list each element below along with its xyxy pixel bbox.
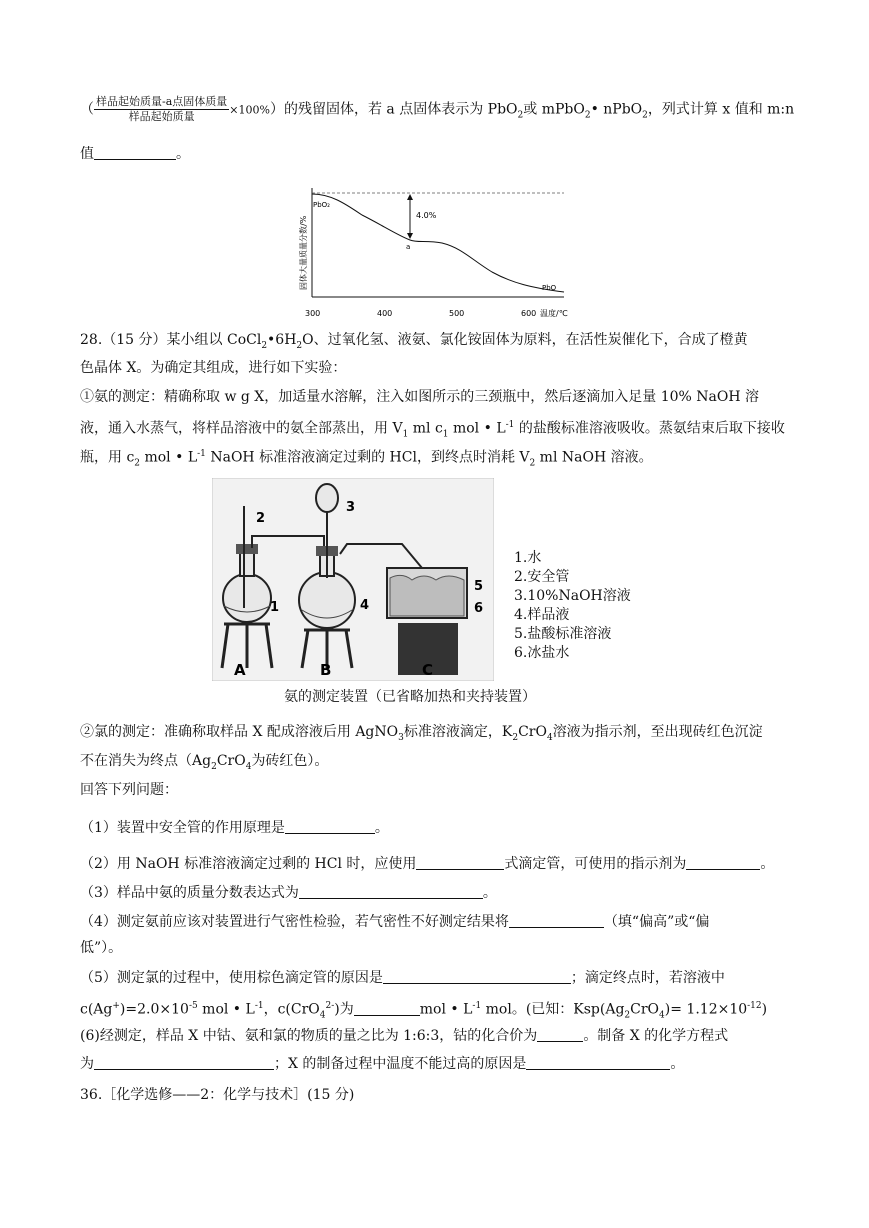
q5-blank-2[interactable] [354,1001,420,1016]
q28-sub-5a: 2 [134,458,141,469]
cl-line-1 [80,722,763,748]
y-axis-label: 固体大量质量分数/% [299,215,308,290]
cl-text-1d: 溶液为指示剂，至出现砖红色沉淀 [552,724,763,740]
legend-item: 5.盐酸标准溶液 [514,626,612,642]
q2-blank-1[interactable] [416,855,504,870]
q3-blank[interactable] [299,884,483,899]
q5-c6-sup: -1 [472,1001,482,1011]
q6-text-a: (6)经测定，样品 X 中钴、氨和氯的物质的量之比为 1:6:3，钴的化合价为 [80,1028,538,1044]
q28-text-1a: 28.（15 分）某小组以 CoCl [80,332,262,348]
q5-c4-sup: 2- [325,1001,335,1011]
question-6-cont [80,1054,684,1074]
q5-c1-sup: + [112,1001,120,1011]
label-1: 1 [270,600,280,615]
intro-line [80,95,794,125]
q3-text: （3）样品中氨的质量分数表达式为 [80,885,299,901]
label-4: 4 [360,598,370,613]
cl-sub-1a: 3 [398,732,404,743]
q28-text-1c: O、过氧化氢、液氨、氯化铵固体为原料，在活性炭催化下，合成了橙黄 [302,332,748,348]
q6-text-b: 。制备 X 的化学方程式 [583,1028,729,1044]
intro-sub-2: 2 [584,110,591,121]
q28-sub-1: 2 [261,340,268,351]
q5-c10: ) [761,1001,768,1018]
q28-sub-4b: 1 [442,429,449,440]
q28-sub-2: 2 [296,340,303,351]
q28-text-4d: 的盐酸标准溶液吸收。蒸氨结束后取下接收 [514,420,785,437]
q28-text-1b: •6H [267,332,297,348]
cl-line-2 [80,751,328,777]
q5-c8-sub: 4 [659,1010,665,1021]
x-tick-label: 400 [377,309,393,318]
x-tick-label: 300 [305,309,321,318]
intro-text-2: 或 mPbO [523,101,585,118]
q28-line-2: 色晶体 X。为确定其组成，进行如下实验： [80,360,347,376]
question-6 [80,1026,728,1046]
q1-blank[interactable] [285,819,375,834]
value-line [80,144,190,164]
value-label: 值 [80,146,94,162]
cl-text-2a: 不在消失为终点（Ag [80,753,212,769]
flask-a [223,574,271,622]
label-c: C [422,661,434,679]
legend-item: 6.冰盐水 [514,645,570,661]
q5-c9-sup: -12 [747,1001,762,1011]
q28-line-3: ①氨的测定：精确称取 w g X，加适量水溶解，注入如图所示的三颈瓶中，然后逐滴加入足量 10% NaOH 溶 [80,389,760,405]
intro-sub-3: 2 [642,110,648,121]
flask-b [299,572,355,628]
question-5 [80,968,725,988]
answer-blank[interactable] [94,145,176,160]
label-6: 6 [474,601,484,616]
label-5: 5 [474,579,484,594]
q4-text-b: （填“偏高”或“偏 [603,914,710,930]
q5-c5: )为 [334,1001,354,1018]
q5-c2-sup: -5 [188,1001,198,1011]
flask-a-stopper [236,544,258,554]
figure-caption: 氨的测定装置（已省略加热和夹持装置） [284,689,536,705]
cl-text-2c: 为砖红色）。 [251,753,329,769]
legend-item: 2.安全管 [514,569,570,585]
q2-blank-2[interactable] [686,855,760,870]
legend-item: 1.水 [514,550,542,566]
dropping-funnel [316,484,338,512]
x-tick-label: 600 [521,309,537,318]
cl-text-1c: CrO [518,724,547,740]
q5-c1: c(Ag [80,1001,113,1018]
q5-c2: )=2.0×10 [119,1001,189,1018]
fraction-numerator: 样品起始质量-a点固体质量 [96,95,228,108]
label-b: B [320,661,332,679]
question-2 [80,854,774,874]
ammonia-apparatus-figure [212,478,494,681]
value-end: 。 [176,146,190,162]
q5-c8: CrO [630,1001,660,1018]
question-4-cont: 低”）。 [80,940,123,956]
open-paren: （ [80,101,94,118]
answer-prompt: 回答下列问题： [80,782,178,798]
mass-loss-fraction [94,95,229,124]
q28-line-1 [80,330,748,356]
arrow-head-down [407,233,413,239]
label-2: 2 [256,511,266,526]
q6-text-c: 为 [80,1056,94,1072]
q28-line-5 [80,444,653,473]
mass-curve [312,194,564,292]
question-3 [80,883,497,903]
cl-text-1b: 标准溶液滴定，K [403,724,513,740]
q5-c4-sub: 4 [319,1010,326,1021]
cl-text-2b: CrO [216,753,246,769]
q5-c3-sup: -1 [254,1001,264,1011]
fraction-suffix: ×100% [229,103,270,117]
x-axis-label: 温度/℃ [540,309,568,318]
intro-text-1: ）的残留固体，若 a 点固体表示为 PbO [269,101,518,118]
q28-sub-5b: 2 [529,458,536,469]
q2-end: 。 [760,856,775,872]
q28-sup-4: -1 [505,420,515,430]
q6-blank-3[interactable] [526,1055,670,1070]
q5-text-a: （5）测定氯的过程中，使用棕色滴定管的原因是 [80,970,383,986]
q4-blank[interactable] [509,913,604,928]
x-tick-labels [305,309,536,318]
q2-text-b: 式滴定管，可使用的指示剂为 [504,856,687,872]
x-tick-label: 500 [449,309,465,318]
q6-text-d: ；X 的制备过程中温度不能过高的原因是 [274,1056,527,1072]
mass-fraction-chart [292,180,577,322]
q28-sub-4a: 1 [402,429,409,440]
label-a: A [234,661,246,679]
q28-line-4 [80,415,785,444]
question-4 [80,912,709,932]
q28-text-5d: ml NaOH 溶液。 [535,449,653,466]
q5-c3: mol • L [197,1001,255,1018]
q3-end: 。 [482,885,497,901]
question-1 [80,818,389,838]
intro-text-4: ，列式计算 x 值和 m:n [647,101,795,118]
q5-blank-1[interactable] [383,969,571,984]
intro-text-3: • nPbO [590,101,643,118]
legend-item: 3.10%NaOH溶液 [514,588,631,604]
question-5-cont [80,996,767,1025]
q28-text-4a: 液，通入水蒸气，将样品溶液中的氨全部蒸出，用 V [80,420,403,437]
q1-text: （1）装置中安全管的作用原理是 [80,820,285,836]
q28-text-4c: mol • L [448,420,506,437]
q6-blank-2[interactable] [94,1055,274,1070]
q28-text-5a: 瓶，用 c [80,449,135,466]
cl-sub-2a: 2 [211,761,217,772]
end-label: PbO [542,284,557,292]
cl-text-1a: ②氯的测定：准确称取样品 X 配成溶液后用 AgNO [80,724,399,740]
arrow-head-up [407,194,413,200]
q5-c6: mol • L [419,1001,473,1018]
q28-text-5c: NaOH 标准溶液滴定过剩的 HCl，到终点时消耗 V [205,449,530,466]
intro-sub-1: 2 [517,110,524,121]
q28-sup-5: -1 [197,449,206,459]
q5-c7: mol。(已知：Ksp(Ag [481,1001,625,1018]
q4-text-a: （4）测定氨前应该对装置进行气密性检验，若气密性不好测定结果将 [80,914,509,930]
q28-text-5b: mol • L [140,449,198,466]
q5-c4: ，c(CrO [263,1001,320,1018]
cl-sub-1c: 4 [546,732,553,743]
q6-blank-1[interactable] [537,1027,583,1042]
q28-text-4b: ml c [408,420,443,437]
q1-end: 。 [374,820,389,836]
q6-end: 。 [670,1056,685,1072]
q2-text-a: （2）用 NaOH 标准溶液滴定过剩的 HCl 时，应使用 [80,856,417,872]
annotation-label: 4.0% [416,211,437,220]
legend-item: 4.样品液 [514,607,570,623]
q5-c7-sub: 2 [624,1010,631,1021]
cl-sub-1b: 2 [512,732,519,743]
fraction-denominator: 样品起始质量 [128,110,195,123]
q5-c9: )= 1.12×10 [664,1001,748,1018]
ice-salt-water [390,575,464,616]
label-3: 3 [346,500,356,515]
point-a-label: a [406,243,411,251]
start-label: PbO₂ [313,201,330,209]
q5-text-b: ；滴定终点时，若溶液中 [570,970,725,986]
cl-sub-2b: 4 [245,761,252,772]
apparatus-legend [514,549,631,663]
q36-title: 36.［化学选修——2：化学与技术］(15 分) [80,1087,355,1103]
